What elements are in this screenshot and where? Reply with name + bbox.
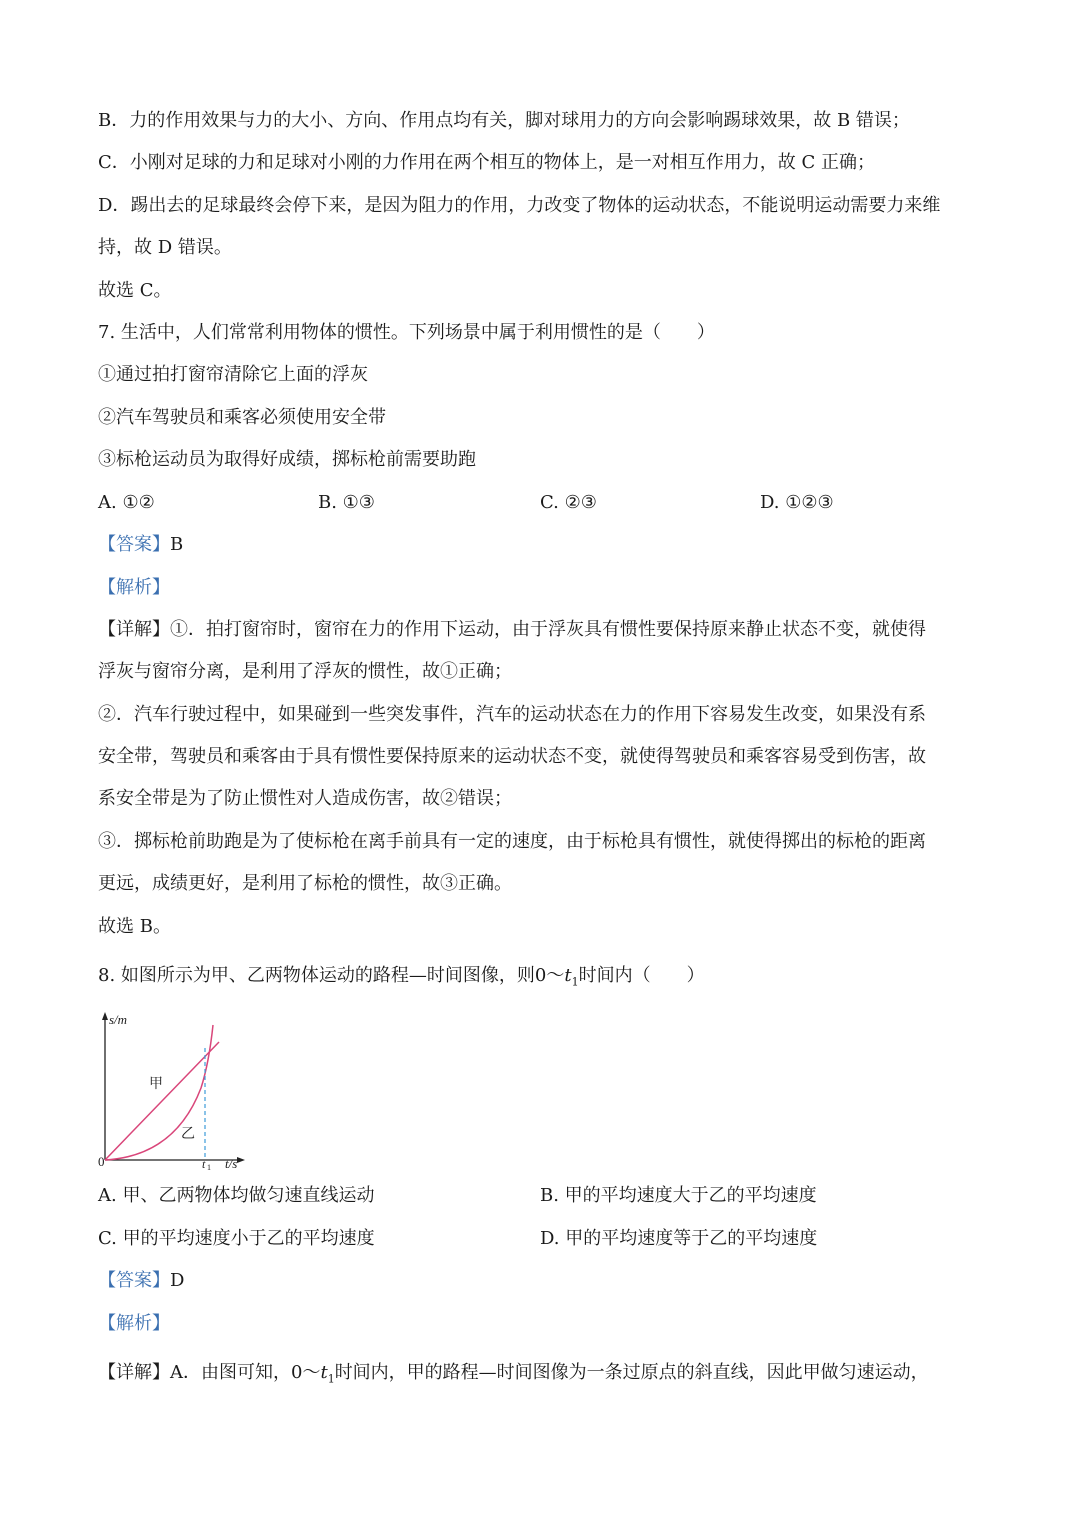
- q7-option-c: C. ②③: [540, 492, 597, 513]
- q8-st-graph: [95, 1008, 255, 1173]
- q7-answer-value: B: [170, 534, 184, 555]
- q7-analysis-tag: 【解析】: [98, 577, 170, 598]
- q7-item-3: ③标枪运动员为取得好成绩，掷标枪前需要助跑: [98, 449, 476, 470]
- q7-detail-2: 浮灰与窗帘分离，是利用了浮灰的惯性，故①正确；: [98, 661, 512, 682]
- q7-detail-7: 更远，成绩更好，是利用了标枪的惯性，故③正确。: [98, 873, 512, 894]
- q7-stem: 7. 生活中，人们常常利用物体的惯性。下列场景中属于利用惯性的是（ ）: [98, 322, 715, 343]
- line-jia-label: 甲: [149, 1077, 163, 1092]
- q7-option-b: B. ①③: [318, 492, 375, 513]
- prev-option-d-explanation: D．踢出去的足球最终会停下来，是因为阻力的作用，力改变了物体的运动状态，不能说明运动需要力来维: [98, 195, 941, 216]
- x-axis-arrow: [237, 1157, 245, 1163]
- q8-answer-value: D: [170, 1270, 185, 1291]
- q7-detail-4: 安全带，驾驶员和乘客由于具有惯性要保持原来的运动状态不变，就使得驾驶员和乘客容易受到伤害，故: [98, 746, 926, 767]
- t1-sub-label: 1: [207, 1163, 211, 1172]
- q8-option-c: C. 甲的平均速度小于乙的平均速度: [98, 1228, 375, 1249]
- q7-item-1: ①通过拍打窗帘清除它上面的浮灰: [98, 364, 368, 385]
- q7-detail-6: ③．掷标枪前助跑是为了使标枪在离手前具有一定的速度，由于标枪具有惯性，就使得掷出的标枪的距离: [98, 831, 926, 852]
- q8-detail-text-a: A．由图可知，: [170, 1362, 291, 1383]
- q8-detail-range-start: 0: [291, 1362, 303, 1383]
- t1-label: t: [202, 1157, 206, 1171]
- q8-option-d: D. 甲的平均速度等于乙的平均速度: [540, 1228, 818, 1249]
- q8-option-a: A. 甲、乙两物体均做匀速直线运动: [98, 1185, 375, 1206]
- q8-detail-t: t: [320, 1362, 328, 1383]
- q8-detail-tag: 【详解】: [98, 1362, 170, 1383]
- x-axis-label: t/s: [225, 1156, 238, 1171]
- y-axis-label: s/m: [109, 1012, 128, 1027]
- y-axis-arrow: [102, 1012, 108, 1020]
- prev-option-b-explanation: B．力的作用效果与力的大小、方向、作用点均有关，脚对球用力的方向会影响踢球效果，故 B 错误；: [98, 110, 910, 131]
- q7-detail-text-1: ①．拍打窗帘时，窗帘在力的作用下运动，由于浮灰具有惯性要保持原来静止状态不变，就使得: [170, 619, 926, 640]
- q7-detail-tag: 【详解】: [98, 619, 170, 640]
- line-yi-label: 乙: [181, 1127, 195, 1142]
- q8-range-sep: ～: [546, 965, 565, 986]
- q7-choose: 故选 B。: [98, 916, 171, 937]
- origin-label: 0: [98, 1154, 105, 1169]
- q8-detail-text-b: 时间内，甲的路程—时间图像为一条过原点的斜直线，因此甲做匀速运动，: [334, 1362, 929, 1383]
- q8-answer-tag: 【答案】: [98, 1270, 170, 1291]
- q7-detail-3: ②．汽车行驶过程中，如果碰到一些突发事件，汽车的运动状态在力的作用下容易发生改变，如果没有系: [98, 704, 926, 725]
- q7-item-2: ②汽车驾驶员和乘客必须使用安全带: [98, 407, 386, 428]
- q8-stem: [98, 963, 705, 996]
- prev-option-c-explanation: C．小刚对足球的力和足球对小刚的力作用在两个相互的物体上，是一对相互作用力，故 C 正确；: [98, 152, 875, 173]
- q8-option-b: B. 甲的平均速度大于乙的平均速度: [540, 1185, 817, 1206]
- q7-detail-1: [98, 617, 926, 643]
- q8-analysis-tag: 【解析】: [98, 1313, 170, 1334]
- q8-range-t: t: [564, 965, 572, 986]
- q8-detail-1: [98, 1360, 929, 1393]
- q7-detail-5: 系安全带是为了防止惯性对人造成伤害，故②错误；: [98, 788, 512, 809]
- q8-stem-end: 时间内（ ）: [578, 965, 705, 986]
- prev-option-d-explanation-cont: 持，故 D 错误。: [98, 237, 232, 258]
- q7-option-a: A. ①②: [98, 492, 155, 513]
- q7-answer-tag: 【答案】: [98, 534, 170, 555]
- prev-choose: 故选 C。: [98, 280, 172, 301]
- q8-answer: [98, 1268, 184, 1294]
- q8-range-start: 0: [534, 965, 547, 986]
- q8-range-t-sub: 1: [571, 975, 579, 989]
- q8-stem-text: 8. 如图所示为甲、乙两物体运动的路程—时间图像，则: [98, 965, 535, 986]
- q8-detail-range-sep: ～: [302, 1362, 321, 1383]
- q7-option-d: D. ①②③: [760, 492, 834, 513]
- curve-yi: [105, 1025, 213, 1160]
- q8-detail-t-sub: 1: [327, 1372, 335, 1386]
- q7-answer: [98, 532, 183, 558]
